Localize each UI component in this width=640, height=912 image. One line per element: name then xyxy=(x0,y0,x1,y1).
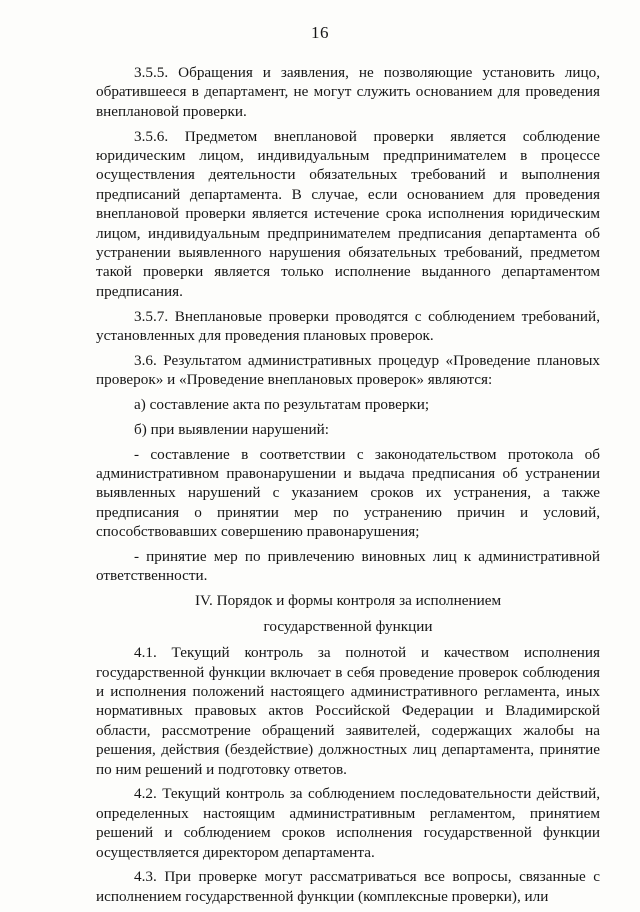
paragraph-4-2: 4.2. Текущий контроль за соблюдением последовательности действий, определенных настоящим административным регламентом, принятием решений и соблюдением сроков исполнения государственной функции осуществляется директором департамента. xyxy=(96,785,600,861)
section-heading-line-1: IV. Порядок и формы контроля за исполнением xyxy=(194,592,502,610)
list-item-b: б) при выявлении нарушений: xyxy=(134,420,329,438)
document-body xyxy=(96,63,600,912)
paragraph-4-3: 4.3. При проверке могут рассматриваться все вопросы, связанные с исполнением государственной функции (комплексные проверки), или xyxy=(96,868,600,905)
paragraph-4-1: 4.1. Текущий контроль за полнотой и качеством исполнения государственной функции включает в себя проведение проверок соблюдения и исполнения положений настоящего административного регламента, иных нормативных правовых актов Российской Федерации и Владимирской области, рассмотрение обращений заявителей, содержащих жалобы на решения, действия (бездействие) должностных лиц департамента, принятие по ним решений и подготовку ответов. xyxy=(96,644,600,778)
list-item-a: а) составление акта по результатам проверки; xyxy=(134,396,430,414)
paragraph-3-5-7: 3.5.7. Внеплановые проверки проводятся с соблюдением требований, установленных для проведения плановых проверок. xyxy=(96,307,600,345)
list-subitem-protocol: - составление в соответствии с законодательством протокола об административном правонарушении и выдача предписания об устранении выявленных нарушений с указанием сроков их устранения, а также предписания о принятии мер по устранению причин и условий, способствовавших совершению правонарушения; xyxy=(96,445,600,541)
paragraph-3-5-5: 3.5.5. Обращения и заявления, не позволяющие установить лицо, обратившееся в департамент, не могут служить основанием для проведения внеплановой проверки. xyxy=(96,64,600,120)
page-number: 16 xyxy=(311,23,329,42)
section-heading-line-2: государственной функции xyxy=(263,618,433,636)
paragraph-3-6: 3.6. Результатом административных процедур «Проведение плановых проверок» и «Проведение внеплановых проверок» являются: xyxy=(96,351,600,389)
paragraph-3-5-6: 3.5.6. Предметом внеплановой проверки является соблюдение юридическим лицом, индивидуальным предпринимателем в процессе осуществления деятельности обязательных требований и выполнения предписаний департамента. В случае, если основанием для проведения внеплановой проверки является истечение срока исполнения юридическим лицом, индивидуальным предпринимателем предписания департамента об устранении выявленного нарушения обязательных требований, предметом такой проверки является только исполнение выданного департаментом предписания. xyxy=(96,127,600,300)
list-subitem-liability: - принятие мер по привлечению виновных лиц к административной ответственности. xyxy=(96,548,600,585)
